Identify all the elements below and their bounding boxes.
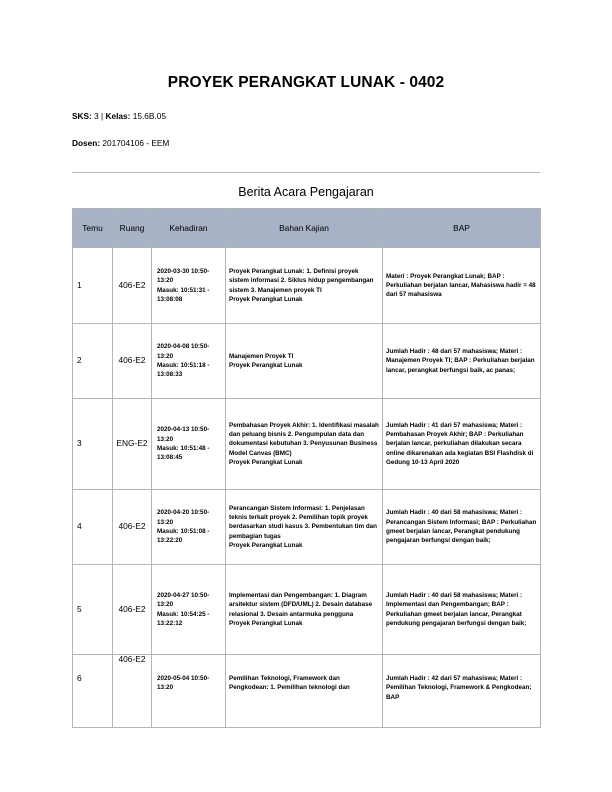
cell-bap: Jumlah Hadir : 40 dari 58 mahasiswa; Materi : Implementasi dan Pengembangan; BAP : Perkuliahan gmeet berjalan lancar, Perangkat pendukung pengajaran berfungsi dengan baik;	[386, 591, 527, 627]
table-row	[73, 655, 541, 728]
lecturer-line	[72, 138, 169, 148]
table-row	[73, 324, 541, 399]
cell-bahan-kajian: Manajemen Proyek TI Proyek Perangkat Lunak	[229, 352, 303, 369]
cell-kehadiran: 2020-04-13 10:50-13:20 Masuk: 10:51:48 - 13:08:45	[157, 426, 210, 462]
cell-ruang: 406-E2	[113, 565, 152, 655]
divider	[72, 172, 540, 173]
section-title: Berita Acara Pengajaran	[238, 185, 374, 199]
cell-ruang: 406-E2	[113, 655, 152, 728]
cell-bap: Jumlah Hadir : 48 dari 57 mahasiswa; Materi : Manajemen Proyek TI; BAP : Perkuliahan berjalan lancar, perangkat berfungsi baik, ac panas;	[386, 348, 535, 374]
cell-ruang: 406-E2	[113, 324, 152, 399]
header-bahan-kajian: Bahan Kajian	[226, 209, 383, 248]
sks-label: SKS:	[72, 111, 92, 121]
cell-kehadiran: 2020-03-30 10:50-13:20 Masuk: 10:51:31 - 13:08:08	[157, 267, 210, 303]
course-title: PROYEK PERANGKAT LUNAK - 0402	[167, 74, 445, 91]
cell-kehadiran: 2020-05-04 10:50-13:20	[157, 675, 210, 692]
cell-bap: Jumlah Hadir : 42 dari 57 mahasiswa; Materi : Pemilihan Teknologi, Framework & Pengkodean; BAP	[386, 675, 532, 701]
cell-temu: 4	[73, 490, 113, 565]
course-meta-line	[72, 111, 166, 121]
cell-kehadiran: 2020-04-08 10:50-13:20 Masuk: 10:51:18 - 13:08:33	[157, 343, 210, 379]
cell-ruang: ENG-E2	[113, 399, 152, 490]
table-row	[73, 399, 541, 490]
header-kehadiran: Kehadiran	[152, 209, 226, 248]
dosen-value: 201704106 - EEM	[100, 138, 170, 148]
cell-bahan-kajian: Implementasi dan Pengembangan: 1. Diagram arsitektur sistem (DFD/UML) 2. Desain database relasional 3. Desain antarmuka pengguna Proyek Perangkat Lunak	[229, 591, 373, 627]
cell-temu: 3	[73, 399, 113, 490]
cell-kehadiran: 2020-04-20 10:50-13:20 Masuk: 10:51:08 - 13:22:20	[157, 509, 210, 545]
cell-bahan-kajian: Proyek Perangkat Lunak: 1. Definisi proyek sistem informasi 2. Siklus hidup pengembangan sistem 3. Manajemen proyek TI Proyek Perangkat Lunak	[229, 267, 374, 303]
cell-temu: 1	[73, 248, 113, 324]
cell-temu: 6	[73, 655, 113, 728]
table-header-row	[73, 209, 541, 248]
cell-bahan-kajian: Perancangan Sistem Informasi: 1. Penjelasan teknis terkait proyek 2. Pemilihan topik proyek berdasarkan studi kasus 3. Pembentukan tim dan pembagian tugas Proyek Perangkat Lunak	[229, 504, 378, 549]
table-row	[73, 565, 541, 655]
sks-value: 3 |	[91, 111, 106, 121]
cell-temu: 5	[73, 565, 113, 655]
header-temu: Temu	[73, 209, 113, 248]
kelas-label: Kelas:	[105, 111, 131, 121]
cell-bap: Materi : Proyek Perangkat Lunak; BAP : Perkuliahan berjalan lancar, Mahasiswa hadir = 48 dari 57 mahasiswa	[386, 272, 536, 299]
dosen-label: Dosen:	[72, 138, 101, 148]
cell-bahan-kajian: Pembahasan Proyek Akhir: 1. Identifikasi masalah dan peluang bisnis 2. Pengumpulan data dan dokumentasi kebutuhan 3. Penyusunan Business Model Canvas (BMC) Proyek Perangkat Lunak	[229, 421, 379, 466]
table-row	[73, 490, 541, 565]
teaching-report-table	[72, 208, 541, 728]
cell-bahan-kajian: Pemilihan Teknologi, Framework dan Pengkodean: 1. Pemilihan teknologi dan	[229, 675, 350, 692]
cell-ruang: 406-E2	[113, 248, 152, 324]
kelas-value: 15.6B.05	[130, 111, 166, 121]
cell-temu: 2	[73, 324, 113, 399]
cell-kehadiran: 2020-04-27 10:50-13:20 Masuk: 10:54:25 - 13:22:12	[157, 591, 210, 627]
header-bap: BAP	[383, 209, 541, 248]
cell-bap: Jumlah Hadir : 41 dari 57 mahasiswa; Materi : Pembahasan Proyek Akhir; BAP : Perkuliahan berjalan lancar, perkuliahan dilakukan secara online dikarenakan ada kegiatan BSI Flashdisk di Gedung 10-13 April 2020	[386, 421, 534, 466]
cell-bap: Jumlah Hadir : 40 dari 58 mahasiswa; Materi : Perancangan Sistem Informasi; BAP : Perkuliahan gmeet berjalan lancar, Perangkat pendukung pengajaran berfungsi dengan baik;	[386, 509, 537, 545]
table-row	[73, 248, 541, 324]
cell-ruang: 406-E2	[113, 490, 152, 565]
header-ruang: Ruang	[113, 209, 152, 248]
